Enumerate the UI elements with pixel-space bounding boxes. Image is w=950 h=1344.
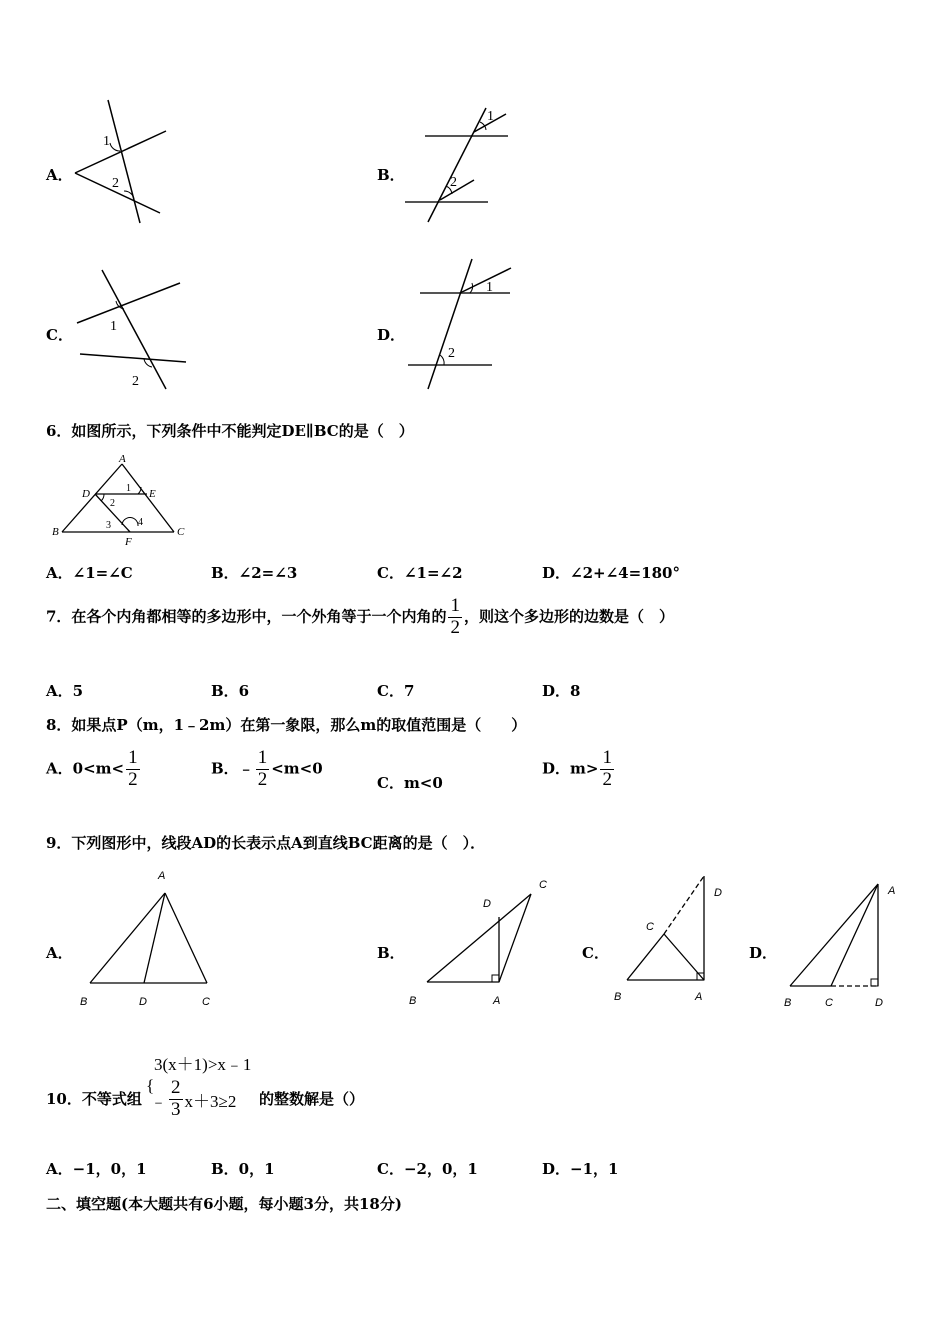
q5a-angle-2: 2 — [112, 176, 119, 191]
q8-option-a-fraction — [126, 748, 140, 791]
q6-option-a[interactable]: A．∠1=∠C — [46, 564, 133, 582]
q5-option-a-label[interactable]: A． — [46, 166, 73, 184]
q5-figure-d — [404, 255, 519, 395]
q9a-label-a: A — [158, 870, 166, 882]
q6-angle-1: 1 — [126, 483, 131, 494]
q5-option-d-label[interactable]: D． — [377, 326, 406, 344]
q10-frac-num: 2 — [171, 1077, 181, 1098]
q5c-angle-2: 2 — [132, 374, 139, 389]
q6-figure — [48, 450, 198, 548]
q5c-angle-1: 1 — [110, 319, 117, 334]
q8-option-a[interactable] — [46, 748, 142, 791]
q10-stem: 10．不等式组 — [46, 1090, 142, 1108]
q5b-angle-2: 2 — [450, 175, 457, 190]
q10-option-b[interactable]: B．0，1 — [211, 1160, 275, 1178]
q8b-num: 1 — [257, 747, 268, 768]
q9-figure-a — [76, 865, 226, 1015]
q10-frac-den: 3 — [171, 1098, 181, 1120]
q8-option-d-text: D．m> — [542, 759, 599, 778]
q5d-angle-2: 2 — [448, 346, 455, 361]
q6-label-d: D — [82, 488, 90, 500]
q10-option-c[interactable]: C．−2，0，1 — [377, 1160, 478, 1178]
q6-label-f: F — [125, 536, 132, 548]
q10-inequality-2 — [150, 1078, 236, 1121]
q9-option-d-label[interactable]: D． — [749, 944, 778, 962]
q7-option-b[interactable]: B．6 — [211, 682, 250, 700]
q6-angle-2: 2 — [110, 498, 115, 509]
section-2-heading: 二、填空题(本大题共有6小题，每小题3分，共18分) — [46, 1195, 402, 1213]
q5-figure-c — [72, 265, 192, 395]
q7-stem-before: 7．在各个内角都相等的多边形中，一个外角等于一个内角的 — [46, 607, 447, 626]
q10-option-d[interactable]: D．−1，1 — [542, 1160, 619, 1178]
q8d-den: 2 — [602, 768, 612, 790]
q8-option-d-fraction — [600, 748, 614, 791]
q8-stem: 8．如果点P（m，1﹣2m）在第一象限，那么m的取值范围是（ ） — [46, 716, 527, 734]
q8d-num: 1 — [602, 747, 612, 768]
q7-stem-after: ，则这个多边形的边数是（ ） — [463, 607, 674, 626]
q10-brace: { — [146, 1076, 155, 1095]
q5d-angle-1: 1 — [486, 280, 493, 295]
q9b-label-a: A — [493, 995, 501, 1007]
q8b-den: 2 — [257, 768, 268, 790]
q8-option-b[interactable] — [211, 748, 323, 791]
q6-angle-4: 4 — [138, 517, 143, 528]
q5-figure-b — [400, 100, 515, 230]
q9d-label-c: C — [825, 997, 833, 1009]
q9-option-a-label[interactable]: A． — [46, 944, 73, 962]
q9-figure-b — [405, 870, 555, 1015]
q8-option-c[interactable]: C．m<0 — [377, 774, 443, 792]
q9-option-c-label[interactable]: C． — [582, 944, 609, 962]
q8a-den: 2 — [128, 768, 138, 790]
q5-figure-a — [70, 95, 180, 230]
q10-fraction — [169, 1078, 183, 1121]
q10-option-a[interactable]: A．−1，0，1 — [46, 1160, 147, 1178]
q6-label-b: B — [52, 526, 59, 538]
q7-frac-num: 1 — [450, 595, 460, 616]
q9b-label-c: C — [539, 879, 547, 891]
q10-minus: ﹣ — [150, 1091, 167, 1111]
q9-figure-d — [778, 870, 908, 1015]
q8a-num: 1 — [128, 747, 138, 768]
q9a-label-c: C — [202, 996, 210, 1008]
q6-option-b[interactable]: B．∠2=∠3 — [211, 564, 298, 582]
q9-option-b-label[interactable]: B． — [377, 944, 405, 962]
q8-option-b-pre: B．﹣ — [211, 759, 254, 778]
q9c-label-c: C — [646, 921, 654, 933]
q9c-label-b: B — [614, 991, 622, 1003]
q6-option-c[interactable]: C．∠1=∠2 — [377, 564, 463, 582]
q9b-label-b: B — [409, 995, 417, 1007]
q8-option-b-fraction — [256, 748, 270, 791]
q8-option-a-text: A．0<m< — [46, 759, 125, 778]
q9d-label-b: B — [784, 997, 792, 1009]
q7-fraction — [448, 596, 462, 639]
q8-option-d[interactable] — [542, 748, 616, 791]
q6-angle-3: 3 — [106, 520, 111, 531]
q9b-label-d: D — [483, 898, 491, 910]
q5a-angle-1: 1 — [103, 134, 110, 149]
q5b-angle-1: 1 — [487, 109, 494, 124]
q10-inequality-1: 3(x＋1)>x﹣1 — [154, 1055, 252, 1074]
q9d-label-a: A — [888, 885, 896, 897]
q9a-label-d: D — [139, 996, 147, 1008]
q9a-label-b: B — [80, 996, 88, 1008]
q6-label-a: A — [119, 453, 126, 465]
q10-stem-after: 的整数解是（） — [259, 1090, 365, 1108]
q7-frac-den: 2 — [450, 616, 460, 638]
q7-option-a[interactable]: A．5 — [46, 682, 84, 700]
q7-option-c[interactable]: C．7 — [377, 682, 415, 700]
q9-stem: 9．下列图形中，线段AD的长表示点A到直线BC距离的是（ ）． — [46, 834, 486, 852]
q6-option-d[interactable]: D．∠2+∠4=180° — [542, 564, 680, 582]
q8-option-b-post: <m<0 — [271, 759, 323, 778]
q9-figure-c — [610, 868, 740, 1013]
q7-option-d[interactable]: D．8 — [542, 682, 581, 700]
q9d-label-d: D — [875, 997, 883, 1009]
q9c-label-a: A — [695, 991, 703, 1003]
q5-option-c-label[interactable]: C． — [46, 326, 73, 344]
q9c-label-d: D — [714, 887, 722, 899]
q6-label-c: C — [177, 526, 185, 538]
q6-stem: 6．如图所示，下列条件中不能判定DE∥BC的是（ ） — [46, 422, 414, 440]
q10-ineq2-rest: x＋3≥2 — [184, 1091, 237, 1111]
q6-label-e: E — [149, 488, 156, 500]
q7-stem — [46, 596, 674, 639]
q5-option-b-label[interactable]: B． — [377, 166, 405, 184]
